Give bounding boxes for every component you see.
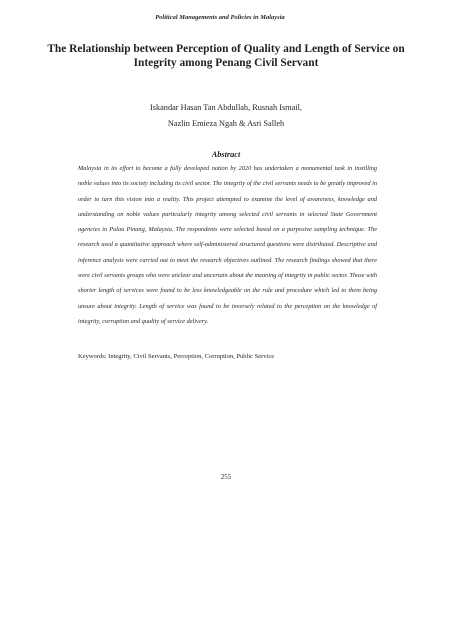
abstract-body: Malaysia in its effort to become a fully developed nation by 2020 has undertaken a monumental task in instilling noble values into its society including its civil sector. The integrity of the civil servants needs to be greatly improved in order to turn this vision into a reality. This project attempted to examine the level of awareness, knowledge and understanding on noble values particularly integrity among selected civil servants in selected State Government agencies in Pulau Pinang, Malaysia. The respondents were selected based on a purposive sampling technique. The research used a quantitative approach where self-administered structured questions were distributed. Descriptive and inference analysis were carried out to meet the research objectives outlined. The research findings showed that there were civil servants groups who were unclear and uncertain about the meaning of integrity in public sector. Those with shorter length of services were found to be less knowledgeable on the rule and procedure which led to them being unsure about integrity. Length of service was found to be inversely related to the perception on the knowledge of integrity, corruption and quality of service delivery. (78, 165, 377, 325)
page-number: 255 (220, 473, 232, 481)
author-list (60, 100, 392, 131)
running-head: Political Managements and Policies in Malaysia (155, 14, 285, 21)
keywords: Keywords: Integrity, Civil Servants, Perception, Corruption, Public Service (78, 353, 275, 360)
author-line-1: Iskandar Hasan Tan Abdullah, Rusnah Ismail, (149, 103, 303, 112)
abstract-heading: Abstract (211, 150, 241, 159)
paper-title: The Relationship between Perception of Quality and Length of Service on Integrity among Penang Civil Servant (47, 43, 405, 69)
author-line-2: Nazlin Emieza Ngah & Asri Salleh (167, 118, 285, 128)
